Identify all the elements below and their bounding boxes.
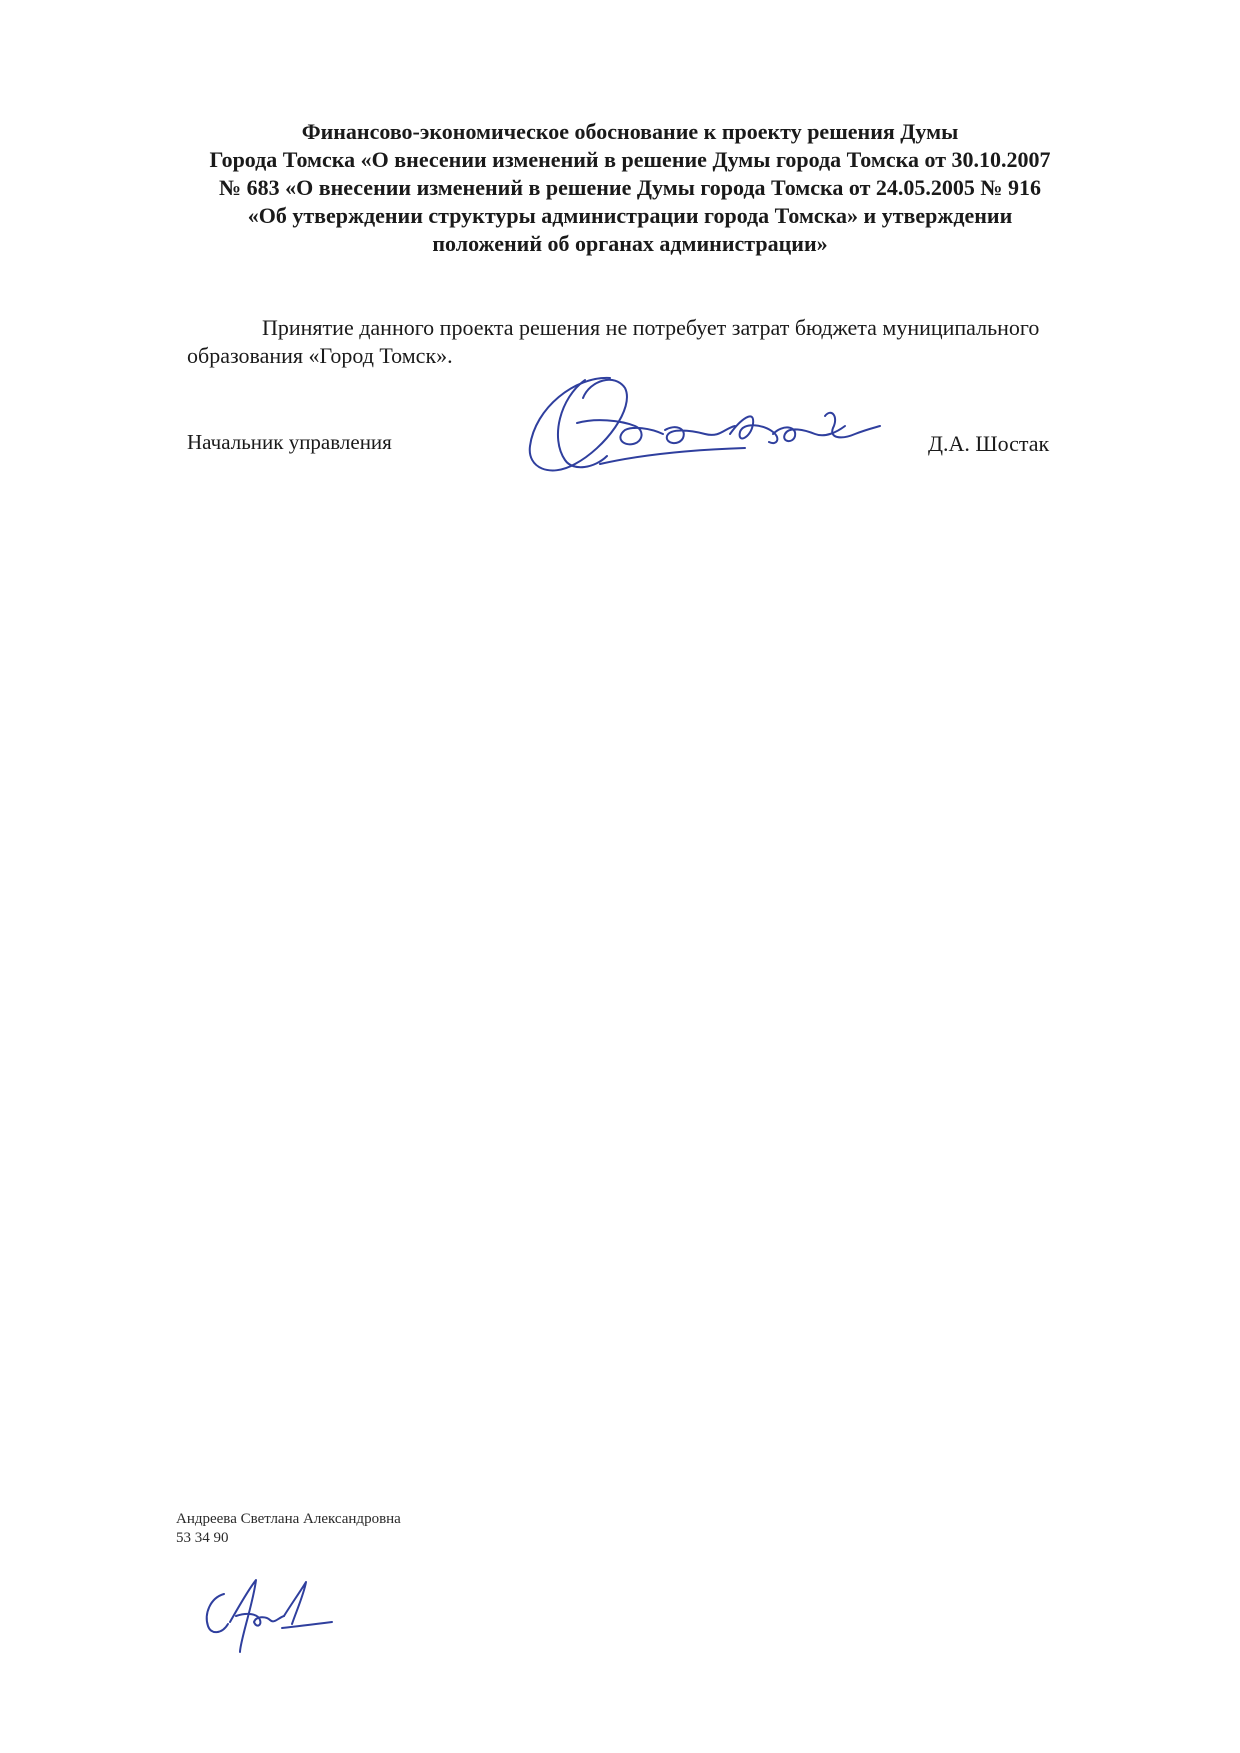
title-line: Финансово-экономическое обоснование к проекту решения Думы (301, 119, 959, 144)
body-line: Принятие данного проекта решения не потребует затрат бюджета муниципального (262, 315, 1040, 340)
title-line: положений об органах администрации» (432, 231, 828, 256)
executor-phone: 53 34 90 (176, 1530, 229, 1546)
executor-info (176, 1510, 401, 1548)
body-line: образования «Город Томск». (187, 343, 453, 368)
signer-position: Начальник управления (187, 430, 392, 454)
title-line: № 683 «О внесении изменений в решение Думы города Томска от 24.05.2005 № 916 (218, 175, 1042, 200)
title-line: «Об утверждении структуры администрации города Томска» и утверждении (247, 203, 1013, 228)
body-paragraph (187, 314, 1177, 370)
executor-name: Андреева Светлана Александровна (176, 1511, 401, 1527)
title-line: Города Томска «О внесении изменений в решение Думы города Томска от 30.10.2007 (209, 147, 1051, 172)
signature-image (515, 368, 885, 483)
document-title (170, 118, 1090, 258)
executor-signature-image (196, 1572, 346, 1654)
signer-name: Д.А. Шостак (928, 431, 1050, 456)
